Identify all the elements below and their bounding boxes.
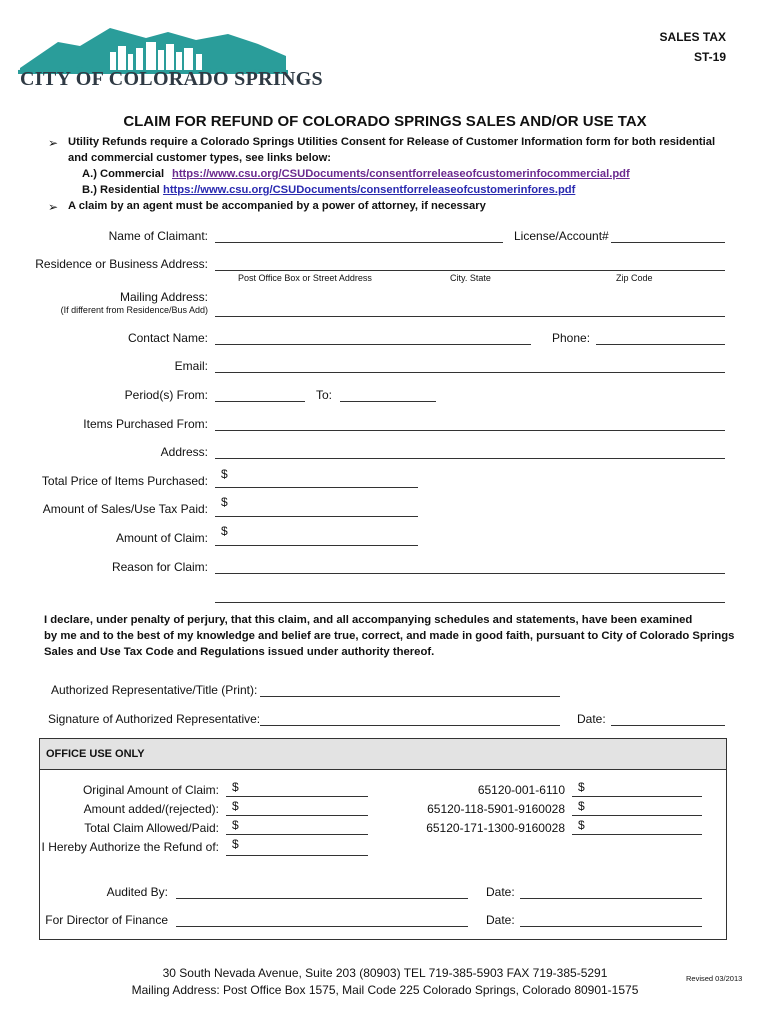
- claim-amount-label: Amount of Claim:: [115, 531, 208, 545]
- commercial-label: A.) Commercial: [82, 168, 165, 180]
- declaration-line1: I declare, under penalty of perjury, that this claim, and all accompanying schedules and statements, have been examined: [44, 614, 693, 626]
- contact-field[interactable]: [215, 344, 531, 345]
- period-from-label: Period(s) From:: [124, 388, 208, 402]
- zip-caption: Zip Code: [616, 273, 653, 283]
- logo-text: CITY OF COLORADO SPRINGS: [20, 68, 323, 90]
- account-3-label: 65120-171-1300-9160028: [426, 821, 565, 835]
- bullet2: A claim by an agent must be accompanied by a power of attorney, if necessary: [68, 200, 486, 212]
- account-2-field[interactable]: [572, 815, 702, 816]
- email-label: Email:: [174, 359, 208, 373]
- total-price-label: Total Price of Items Purchased:: [41, 474, 208, 488]
- form-type: SALES TAX: [659, 30, 726, 44]
- signature-date-field[interactable]: [611, 725, 725, 726]
- residence-label: Residence or Business Address:: [35, 257, 208, 271]
- office-use-header: [40, 739, 726, 770]
- license-label: License/Account#: [514, 229, 609, 243]
- bullet1-line2: and commercial customer types, see links below:: [68, 152, 332, 164]
- mailing-sub-label: (If different from Residence/Bus Add): [60, 305, 208, 315]
- dollar-sign: $: [221, 467, 228, 481]
- account-3-field[interactable]: [572, 834, 702, 835]
- residential-label: B.) Residential: [82, 184, 160, 196]
- items-purchased-label: Items Purchased From:: [83, 417, 208, 431]
- office-use-title: OFFICE USE ONLY: [46, 748, 145, 760]
- name-label: Name of Claimant:: [108, 229, 208, 243]
- mailing-label: Mailing Address:: [119, 290, 208, 304]
- amount-added-field[interactable]: [226, 815, 368, 816]
- form-id: ST-19: [693, 50, 726, 64]
- skyline-icon: [18, 22, 288, 74]
- declaration-line3: Sales and Use Tax Code and Regulations issued under authority thereof.: [44, 646, 435, 658]
- authorize-refund-label: I Hereby Authorize the Refund of:: [41, 840, 219, 854]
- signature-date-label: Date:: [577, 712, 606, 726]
- license-field[interactable]: [611, 242, 725, 243]
- page-title: CLAIM FOR REFUND OF COLORADO SPRINGS SALES AND/OR USE TAX: [123, 113, 647, 130]
- address-field[interactable]: [215, 458, 725, 459]
- audited-by-field[interactable]: [176, 898, 468, 899]
- po-box-caption: Post Office Box or Street Address: [238, 273, 372, 283]
- phone-field[interactable]: [596, 344, 725, 345]
- director-field[interactable]: [176, 926, 468, 927]
- original-amount-label: Original Amount of Claim:: [82, 783, 219, 797]
- footer-mailing: Mailing Address: Post Office Box 1575, Mail Code 225 Colorado Springs, Colorado 80901-1575: [131, 983, 639, 997]
- dollar-sign: $: [578, 780, 585, 794]
- phone-label: Phone:: [552, 331, 591, 345]
- audited-date-label: Date:: [486, 885, 515, 899]
- email-field[interactable]: [215, 372, 725, 373]
- address-label: Address:: [160, 445, 208, 459]
- city-caption: City. State: [450, 273, 491, 283]
- authorize-refund-field[interactable]: [226, 855, 368, 856]
- reason-field-line1[interactable]: [215, 573, 725, 574]
- director-label: For Director of Finance: [45, 913, 168, 927]
- items-purchased-field[interactable]: [215, 430, 725, 431]
- dollar-sign: $: [221, 495, 228, 509]
- original-amount-field[interactable]: [226, 796, 368, 797]
- director-date-label: Date:: [486, 913, 515, 927]
- audited-date-field[interactable]: [520, 898, 702, 899]
- dollar-sign: $: [578, 818, 585, 832]
- total-price-field[interactable]: [215, 487, 418, 488]
- bullet1-line1: Utility Refunds require a Colorado Springs Utilities Consent for Release of Customer Information form for both residential: [68, 136, 716, 148]
- account-1-field[interactable]: [572, 796, 702, 797]
- tax-paid-label: Amount of Sales/Use Tax Paid:: [42, 502, 208, 516]
- period-to-field[interactable]: [340, 401, 436, 402]
- period-from-field[interactable]: [215, 401, 305, 402]
- claim-amount-field[interactable]: [215, 545, 418, 546]
- total-allowed-label: Total Claim Allowed/Paid:: [84, 821, 219, 835]
- total-allowed-field[interactable]: [226, 834, 368, 835]
- dollar-sign: $: [578, 799, 585, 813]
- director-date-field[interactable]: [520, 926, 702, 927]
- reason-label: Reason for Claim:: [111, 560, 208, 574]
- period-to-label: To:: [316, 388, 333, 402]
- dollar-sign: $: [232, 780, 239, 794]
- dollar-sign: $: [232, 799, 239, 813]
- rep-signature-label: Signature of Authorized Representative:: [48, 712, 261, 726]
- residential-link[interactable]: https://www.csu.org/CSUDocuments/consentforreleaseofcustomerinfores.pdf: [163, 184, 576, 196]
- revised-date: Revised 03/2013: [686, 974, 743, 983]
- dollar-sign: $: [232, 818, 239, 832]
- office-use-box: [39, 738, 727, 940]
- rep-title-label: Authorized Representative/Title (Print):: [51, 683, 258, 697]
- footer-address: 30 South Nevada Avenue, Suite 203 (80903) TEL 719-385-5903 FAX 719-385-5291: [162, 966, 608, 980]
- account-2-label: 65120-118-5901-9160028: [427, 802, 565, 816]
- reason-field-line2[interactable]: [215, 602, 725, 603]
- amount-added-label: Amount added/(rejected):: [83, 802, 219, 816]
- account-1-label: 65120-001-6110: [477, 783, 565, 797]
- rep-title-field[interactable]: [260, 696, 560, 697]
- name-field[interactable]: [215, 242, 503, 243]
- declaration-line2: by me and to the best of my knowledge and belief are true, correct, and made in good faith, pursuant to City of Colorado Springs: [44, 630, 735, 642]
- dollar-sign: $: [232, 837, 239, 851]
- contact-label: Contact Name:: [127, 331, 208, 345]
- bullet-arrow-icon: ➢: [48, 200, 59, 214]
- audited-by-label: Audited By:: [106, 885, 168, 899]
- commercial-link[interactable]: https://www.csu.org/CSUDocuments/consentforreleaseofcustomerinfocommercial.pdf: [172, 168, 630, 180]
- tax-paid-field[interactable]: [215, 516, 418, 517]
- rep-signature-field[interactable]: [260, 725, 560, 726]
- dollar-sign: $: [221, 524, 228, 538]
- mailing-field[interactable]: [215, 316, 725, 317]
- city-logo: [18, 22, 323, 94]
- residence-field[interactable]: [215, 270, 725, 271]
- bullet-arrow-icon: ➢: [48, 136, 59, 150]
